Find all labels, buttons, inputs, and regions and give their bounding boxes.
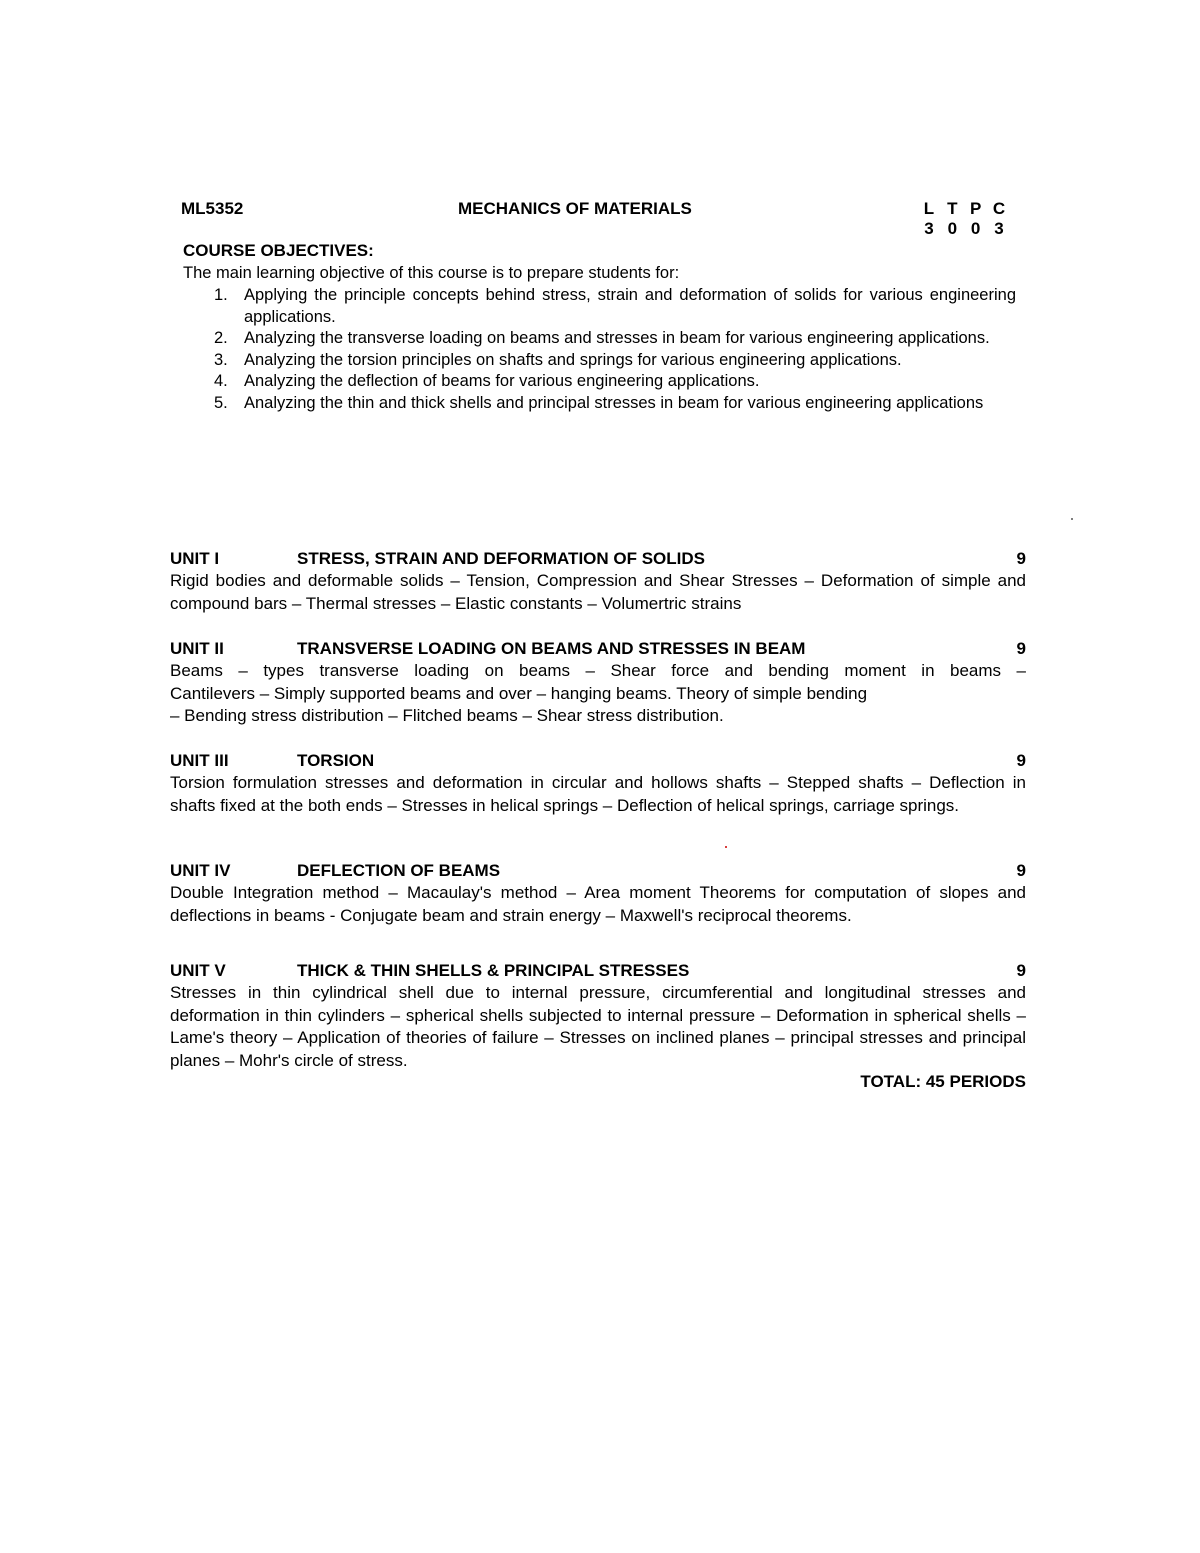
unit-description <box>170 660 1026 728</box>
scan-speck <box>725 846 727 848</box>
ltpc-labels <box>922 199 1006 219</box>
objective-number: 5. <box>214 393 228 412</box>
objectives-list <box>214 285 1016 414</box>
objective-text: Analyzing the deflection of beams for various engineering applications. <box>244 372 760 390</box>
unit-label: UNIT II <box>170 639 224 658</box>
unit-description-line: – Bending stress distribution – Flitched beams – Shear stress distribution. <box>170 706 724 725</box>
unit-heading <box>170 750 1026 772</box>
ltpc-value: 3 <box>994 219 1004 238</box>
ltpc-label: T <box>947 199 958 218</box>
unit-heading <box>170 548 1026 570</box>
unit-heading <box>170 638 1026 660</box>
unit-hours: 9 <box>1016 961 1026 980</box>
unit-label: UNIT IV <box>170 861 231 880</box>
total-periods: TOTAL: 45 PERIODS <box>860 1072 1026 1091</box>
unit-title: THICK & THIN SHELLS & PRINCIPAL STRESSES <box>297 961 690 980</box>
unit-title: TRANSVERSE LOADING ON BEAMS AND STRESSES IN BEAM <box>297 639 806 658</box>
unit-description: Rigid bodies and deformable solids – Tension, Compression and Shear Stresses – Deformation of simple and compound bars – Thermal stresses – Elastic constants – Volumertric strains <box>170 571 1026 613</box>
scan-speck <box>1071 518 1073 520</box>
unit-description-line: Cantilevers – Simply supported beams and over – hanging beams. Theory of simple bending <box>170 683 868 703</box>
objective-number: 2. <box>214 329 228 347</box>
unit-hours: 9 <box>1016 549 1026 568</box>
unit-heading <box>170 960 1026 982</box>
unit-2 <box>170 638 1026 728</box>
unit-label: UNIT III <box>170 751 229 770</box>
objective-item <box>214 350 1016 372</box>
ltpc-block <box>922 199 1006 239</box>
objective-text: Applying the principle concepts behind stress, strain and deformation of solids for various engineering applications. <box>244 286 1016 326</box>
unit-1 <box>170 548 1026 615</box>
objectives-intro: The main learning objective of this course is to prepare students for: <box>183 264 680 282</box>
unit-description: Stresses in thin cylindrical shell due to internal pressure, circumferential and longitudinal stresses and deformation in thin cylinders – spherical shells subjected to internal pressure – Deformation in spherical shells – Lame's theory – Application of theories of failure – Stresses on inclined planes – principal stresses and principal planes – Mohr's circle of stress. <box>170 983 1026 1070</box>
objective-item <box>214 328 1016 350</box>
unit-title: TORSION <box>297 751 375 770</box>
ltpc-value: 3 <box>924 219 934 238</box>
unit-description: Double Integration method – Macaulay's method – Area moment Theorems for computation of slopes and deflections in beams - Conjugate beam and strain energy – Maxwell's reciprocal theorems. <box>170 883 1026 925</box>
unit-label: UNIT I <box>170 549 220 568</box>
unit-title: DEFLECTION OF BEAMS <box>297 861 501 880</box>
objective-number: 1. <box>214 286 228 304</box>
unit-heading <box>170 860 1026 882</box>
unit-description: Torsion formulation stresses and deformation in circular and hollows shafts – Stepped shafts – Deflection in shafts fixed at the both ends – Stresses in helical springs – Deflection of helical springs, carriage springs. <box>170 773 1026 815</box>
unit-hours: 9 <box>1016 639 1026 658</box>
unit-title: STRESS, STRAIN AND DEFORMATION OF SOLIDS <box>297 549 706 568</box>
ltpc-value: 0 <box>970 219 981 238</box>
ltpc-label: P <box>969 199 982 218</box>
ltpc-label: C <box>992 199 1006 218</box>
ltpc-value: 0 <box>947 219 958 238</box>
course-title: MECHANICS OF MATERIALS <box>458 199 692 218</box>
unit-description-line: Beams – types transverse loading on beams – Shear force and bending moment in beams – <box>170 661 1026 680</box>
objective-text: Analyzing the torsion principles on shafts and springs for various engineering applications. <box>244 350 902 369</box>
unit-5 <box>170 960 1026 1072</box>
unit-hours: 9 <box>1016 861 1026 880</box>
course-code: ML5352 <box>181 199 244 218</box>
objective-text: Analyzing the thin and thick shells and principal stresses in beam for various engineering applications <box>244 393 984 412</box>
unit-4 <box>170 860 1026 927</box>
objective-item <box>214 393 1016 415</box>
objectives-heading: COURSE OBJECTIVES: <box>183 241 374 260</box>
ltpc-values <box>922 219 1006 239</box>
unit-hours: 9 <box>1016 751 1026 770</box>
unit-label: UNIT V <box>170 961 226 980</box>
objective-text: Analyzing the transverse loading on beams and stresses in beam for various engineering applications. <box>244 329 990 347</box>
objective-number: 3. <box>214 350 228 369</box>
objective-item <box>214 371 1016 393</box>
objective-item <box>214 285 1016 328</box>
ltpc-label: L <box>923 199 935 218</box>
unit-3 <box>170 750 1026 817</box>
objective-number: 4. <box>214 372 228 390</box>
